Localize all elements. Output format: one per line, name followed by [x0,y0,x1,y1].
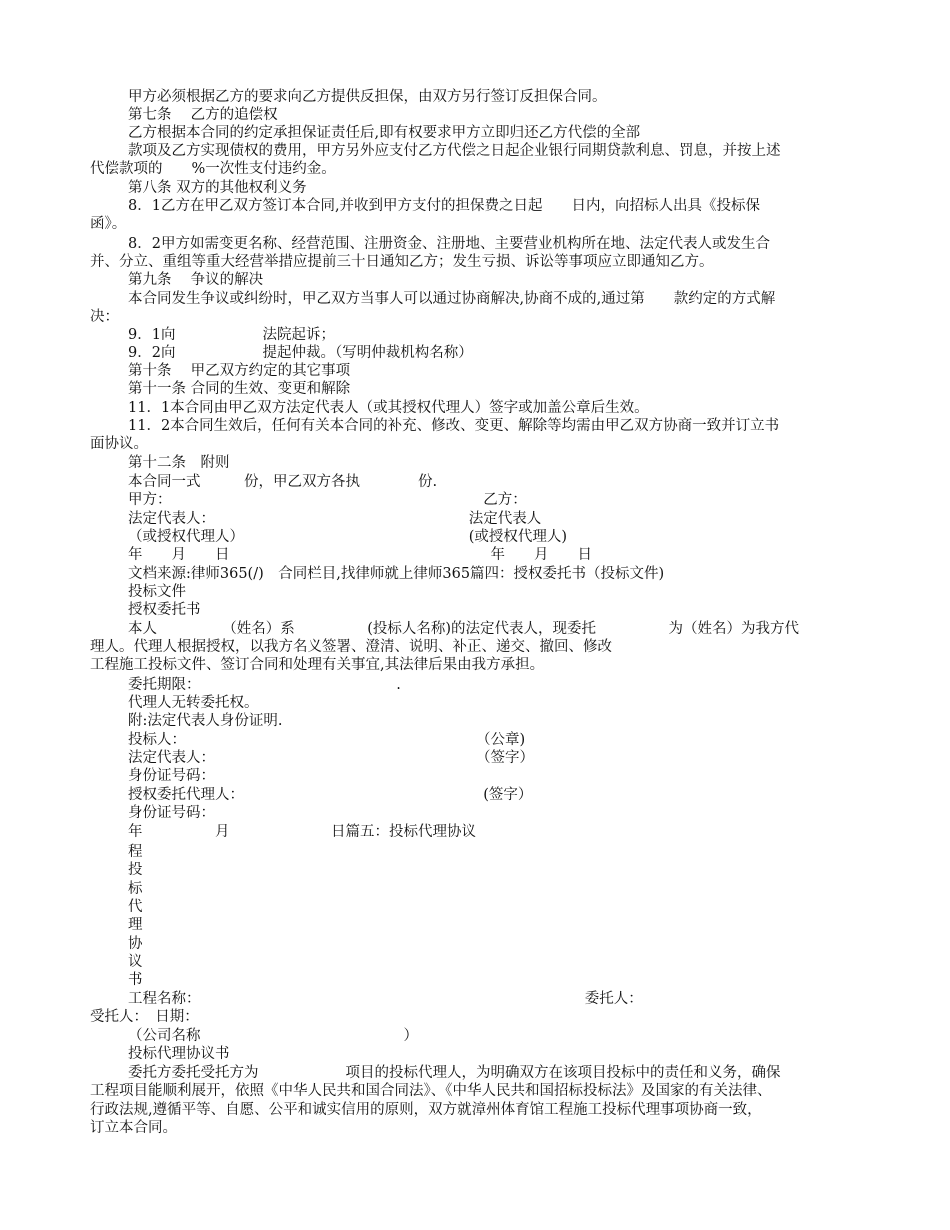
text-line: 订立本合同。 [90,1120,177,1136]
text-line: 并、分立、重组等重大经营举措应提前三十日通知乙方；发生亏损、诉讼等事项应立即通知乙方。 [90,254,714,270]
text-line: 工程施工投标文件、签订合同和处理有关事宜,其法律后果由我方承担。 [90,657,545,673]
text-line: 第九条 争议的解决 [128,272,264,288]
text-line: 本合同发生争议或纠纷时，甲乙双方当事人可以通过协商解决,协商不成的,通过第 款约定的方式解 [128,291,776,307]
text-line: 乙方根据本合同的约定承担保证责任后,即有权要求甲方立即归还乙方代偿的全部 [128,125,641,141]
text-line: 书 [128,972,143,988]
text-line: 委托方委托受托方为 项目的投标代理人，为明确双方在该项目投标中的责任和义务，确保 [128,1065,781,1081]
text-line: 款项及乙方实现债权的费用，甲方另外应支付乙方代偿之日起企业银行同期贷款利息、罚息，并按上述 [128,143,781,159]
text-line: 函》。 [90,216,127,232]
text-line: 委托期限： . [128,677,401,693]
text-line: 工程名称： 委托人： [128,991,643,1007]
text-line: 法定代表人： 法定代表人 [128,511,542,527]
text-line: 投 [128,862,143,878]
text-line: 程 [128,844,143,860]
text-line: 法定代表人： （签字） [128,750,534,766]
text-line: 代 [128,899,143,915]
text-line: （公司名称 ） [128,1028,418,1044]
text-line: 授权委托代理人： (签字） [128,787,533,803]
text-line: 9．1向 法院起诉； [128,327,335,343]
text-line: 甲方： 乙方： [128,492,527,508]
text-line: 年 月 日 年 月 日 [128,547,592,563]
text-line: 理 [128,917,143,933]
text-line: 甲方必须根据乙方的要求向乙方提供反担保，由双方另行签订反担保合同。 [128,89,607,105]
text-line: 文档来源:律师365(/) 合同栏目,找律师就上律师365篇四：授权委托书（投标文件) [128,566,665,582]
text-line: 身份证号码： [128,768,215,784]
text-line: 受托人： 日期： [90,1009,199,1025]
text-line: 9．2向 提起仲裁。（写明仲裁机构名称） [128,345,473,361]
text-line: 决： [90,309,119,325]
text-line: 11．1本合同由甲乙双方法定代表人（或其授权代理人）签字或加盖公章后生效。 [128,400,649,416]
text-line: 行政法规,遵循平等、自愿、公平和诚实信用的原则，双方就漳州体育馆工程施工投标代理事项协商一致， [90,1102,762,1118]
text-line: 第十条 甲乙双方约定的其它事项 [128,363,351,379]
text-line: 附:法定代表人身份证明. [128,713,283,729]
text-line: 8．2甲方如需变更名称、经营范围、注册资金、注册地、主要营业机构所在地、法定代表人或发生合 [128,236,770,252]
text-line: 理人。代理人根据授权，以我方名义签署、澄清、说明、补正、递交、撤回、修改 [90,639,612,655]
text-line: 第八条 双方的其他权利义务 [128,180,307,196]
text-line: 面协议。 [90,436,148,452]
text-line: 投标人： （公章) [128,732,526,748]
text-line: 协 [128,936,143,952]
text-line: 代偿款项的 %一次性支付违约金。 [90,161,336,177]
text-line: 年 月 日篇五：投标代理协议 [128,824,476,840]
text-line: 授权委托书 [128,602,201,618]
text-line: 第十一条 合同的生效、变更和解除 [128,381,351,397]
text-line: 11．2本合同生效后，任何有关本合同的补充、修改、变更、解除等均需由甲乙双方协商一致并订立书 [128,418,780,434]
text-line: 投标文件 [128,584,186,600]
text-line: 代理人无转委托权。 [128,695,259,711]
text-line: 第七条 乙方的追偿权 [128,107,278,123]
text-line: 议 [128,954,143,970]
text-line: 8．1乙方在甲乙双方签订本合同,并收到甲方支付的担保费之日起 日内，向招标人出具《投标保 [128,198,761,214]
text-line: 工程项目能顺利展开，依照《中华人民共和国合同法》、《中华人民共和国招标投标法》及国家的有关法律、 [90,1083,772,1099]
text-line: 标 [128,881,143,897]
text-line: 身份证号码： [128,805,215,821]
text-line: （或授权代理人） (或授权代理人) [128,529,568,545]
text-line: 本人 （姓名）系 (投标人名称)的法定代表人，现委托 为（姓名）为我方代 [128,621,800,637]
text-line: 第十二条 附则 [128,455,230,471]
text-line: 投标代理协议书 [128,1046,230,1062]
text-line: 本合同一式 份，甲乙双方各执 份. [128,474,438,490]
